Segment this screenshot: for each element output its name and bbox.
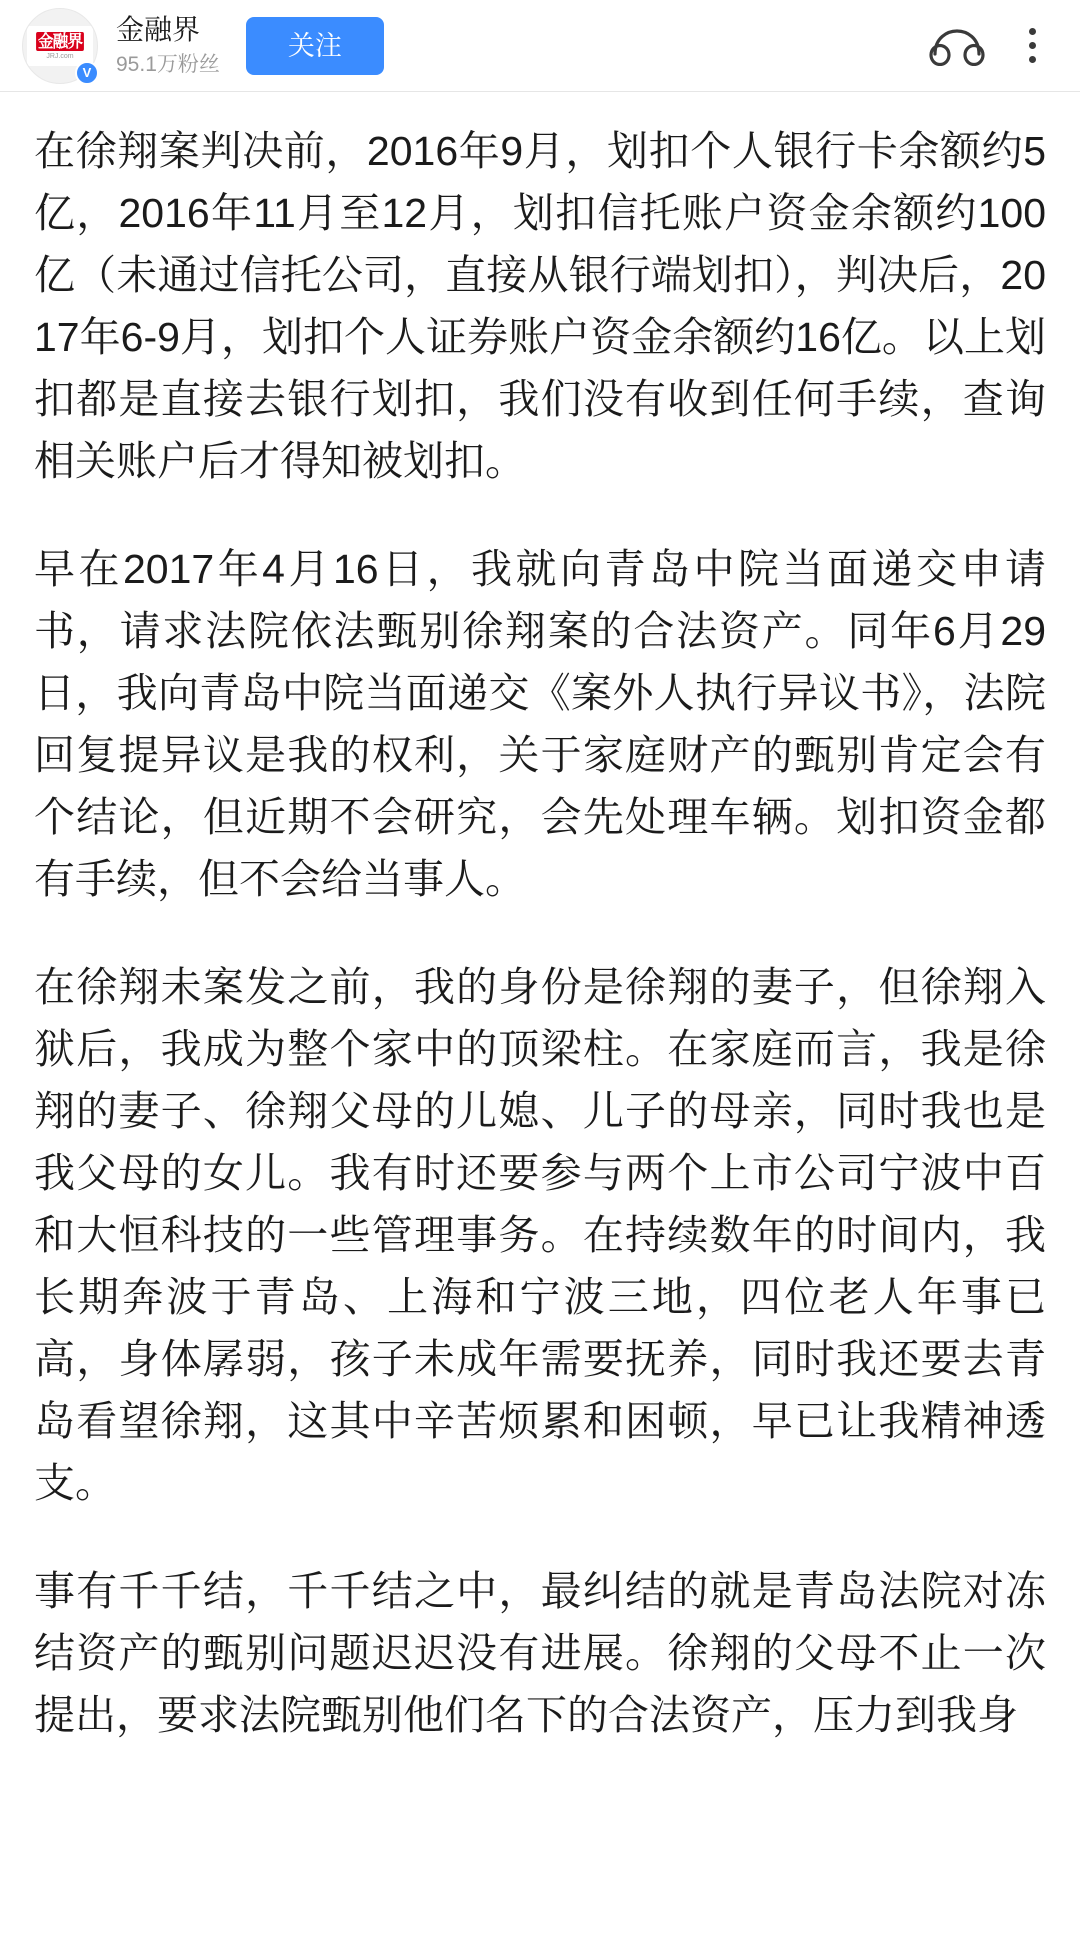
verified-badge-icon: V [75,61,99,85]
account-logo-text: 金融界 [37,31,83,51]
kebab-dot [1029,56,1036,63]
account-logo [27,26,93,66]
headphones-icon[interactable] [926,15,988,77]
avatar[interactable] [22,8,98,84]
article-paragraph: 在徐翔未案发之前，我的身份是徐翔的妻子，但徐翔入狱后，我成为整个家中的顶梁柱。在家庭而言，我是徐翔的妻子、徐翔父母的儿媳、儿子的母亲，同时我也是我父母的女儿。我有时还要参与两个上市公司宁波中百和大恒科技的一些管理事务。在持续数年的时间内，我长期奔波于青岛、上海和宁波三地，四位老人年事已高，身体孱弱，孩子未成年需要抚养，同时我还要去青岛看望徐翔，这其中辛苦烦累和困顿，早已让我精神透支。 [34,964,1046,1506]
article-paragraph: 事有千千结，千千结之中，最纠结的就是青岛法院对冻结资产的甄别问题迟迟没有进展。徐翔的父母不止一次提出，要求法院甄别他们名下的合法资产，压力到我身 [34,1568,1046,1738]
kebab-dot [1029,42,1036,49]
account-name: 金融界 [116,13,201,45]
article-paragraph: 早在2017年4月16日，我就向青岛中院当面递交申请书，请求法院依法甄别徐翔案的合法资产。同年6月29日，我向青岛中院当面递交《案外人执行异议书》，法院回复提异议是我的权利，关于家庭财产的甄别肯定会有个结论，但近期不会研究，会先处理车辆。划扣资金都有手续，但不会给当事人。 [34,546,1046,902]
follow-button[interactable]: 关注 [246,17,384,75]
account-info[interactable] [116,13,220,79]
article-paragraph: 在徐翔案判决前，2016年9月，划扣个人银行卡余额约5亿，2016年11月至12月，划扣信托账户资金余额约100亿（未通过信托公司，直接从银行端划扣），判决后，2017年6-9月，划扣个人证券账户资金余额约16亿。以上划扣都是直接去银行划扣，我们没有收到任何手续，查询相关账户后才得知被划扣。 [34,128,1046,484]
article-header-bar [0,0,1080,92]
kebab-dot [1029,28,1036,35]
article-body [0,92,1080,1786]
account-followers-count: 95.1万粉丝 [116,53,220,77]
more-options-icon[interactable] [1010,15,1054,77]
account-logo-subtext: JRJ.com [46,52,74,60]
